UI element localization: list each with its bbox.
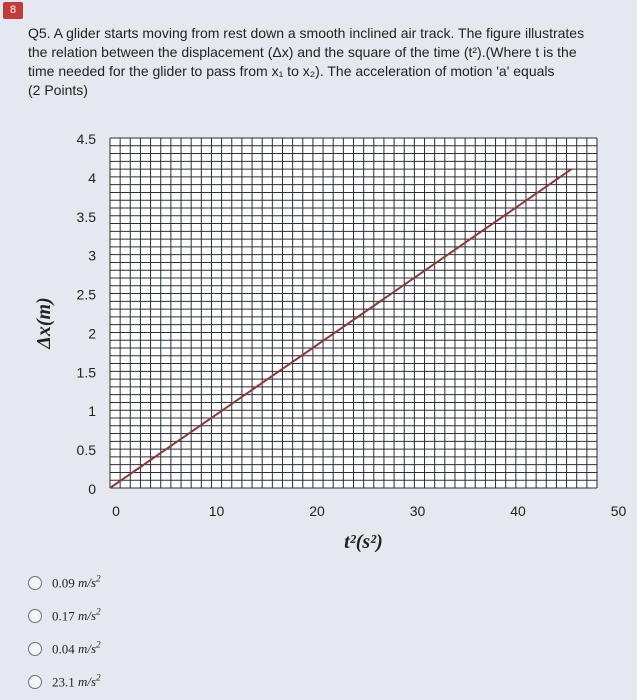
- radio-button[interactable]: [28, 609, 42, 623]
- y-axis-label: Δx(m): [33, 297, 55, 349]
- answer-option-3[interactable]: [28, 632, 328, 665]
- question-points: (2 Points): [28, 82, 88, 98]
- displacement-time-squared-chart: [32, 120, 632, 565]
- y-tick-label: 1: [88, 403, 96, 420]
- answer-option-4[interactable]: [28, 665, 328, 698]
- x-tick-label: 30: [409, 503, 426, 519]
- y-tick-label: 4.5: [76, 131, 96, 147]
- option-value: 0.04: [52, 641, 75, 657]
- option-value: 23.1: [52, 674, 75, 690]
- option-label: [52, 574, 101, 591]
- y-tick-label: 4: [88, 169, 96, 186]
- question-text: [28, 24, 628, 100]
- radio-button[interactable]: [28, 642, 42, 656]
- question-line-2: the relation between the displacement (Δx) and the square of the time (t²).(Where t is the: [28, 44, 577, 60]
- option-unit: $m/s^2$: [78, 606, 101, 624]
- x-tick-label: 20: [309, 503, 325, 519]
- x-tick-label: 10: [208, 503, 225, 519]
- y-tick-label: 1.5: [76, 364, 96, 381]
- answer-option-2[interactable]: [28, 599, 328, 632]
- answer-options: [28, 566, 328, 698]
- x-tick-label: 0: [112, 503, 120, 519]
- option-label: [52, 607, 101, 624]
- x-tick-label: 50: [610, 503, 627, 519]
- y-tick-label: 2: [88, 325, 96, 342]
- y-tick-label: 3.5: [76, 208, 96, 225]
- option-unit: $m/s^2$: [78, 639, 101, 657]
- x-tick-label: 40: [510, 503, 526, 519]
- answer-option-1[interactable]: [28, 566, 328, 599]
- y-tick-label: 0.5: [76, 442, 96, 459]
- question-number-badge: 8: [3, 2, 23, 19]
- x-axis-label: t²(s²): [344, 531, 383, 553]
- radio-button[interactable]: [28, 675, 42, 689]
- chart-svg: [32, 120, 632, 565]
- option-value: 0.09: [52, 575, 75, 591]
- option-label: [52, 640, 101, 657]
- option-unit: $m/s^2$: [78, 672, 101, 690]
- option-value: 0.17: [52, 608, 75, 624]
- option-label: [52, 673, 101, 690]
- question-line-3: time needed for the glider to pass from x₁ to x₂). The acceleration of motion 'a' equals: [28, 63, 555, 79]
- question-line-1: Q5. A glider starts moving from rest down a smooth inclined air track. The figure illustrates: [28, 25, 585, 41]
- y-tick-label: 0: [88, 481, 96, 497]
- y-tick-label: 3: [88, 247, 96, 264]
- option-unit: $m/s^2$: [78, 573, 101, 591]
- y-tick-label: 2.5: [76, 286, 96, 303]
- radio-button[interactable]: [28, 576, 42, 590]
